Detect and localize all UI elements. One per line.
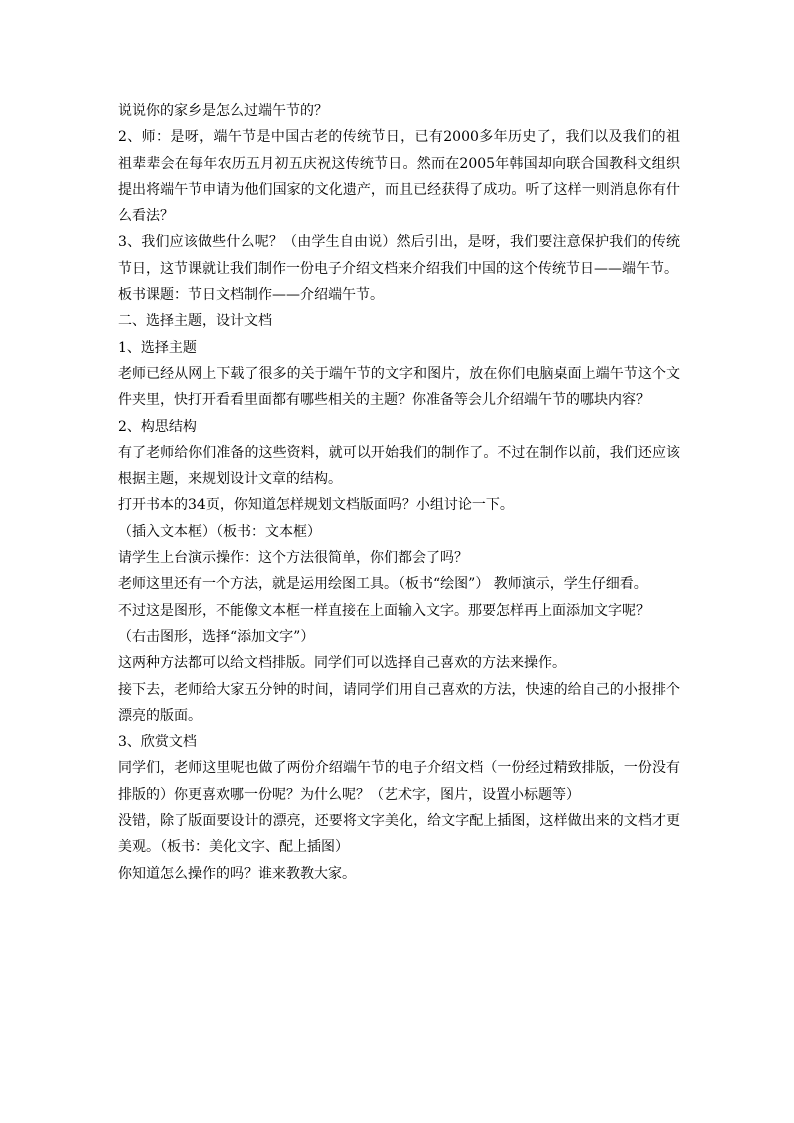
paragraph-shape-text: 不过这是图形，不能像文本框一样直接在上面输入文字。那要怎样再上面添加文字呢？ (118, 602, 650, 619)
paragraph-structure: 有了老师给你们准备的这些资料，就可以开始我们的制作了。不过在制作以前，我们还应该根据主题，来规划设计文章的结构。 (118, 444, 680, 488)
paragraph-two-methods: 这两种方法都可以给文档排版。同学们可以选择自己喜欢的方法来操作。 (118, 655, 566, 672)
paragraph-step-3: 3、我们应该做些什么呢？（由学生自由说）然后引出，是呀，我们要注意保护我们的传统节日，这节课就让我们制作一份电子介绍文档来介绍我们中国的这个传统节日——端午节。 (118, 234, 680, 277)
section-heading-2: 二、选择主题，设计文档 (118, 313, 272, 330)
paragraph-five-minutes: 接下去，老师给大家五分钟的时间，请同学们用自己喜欢的方法，快速的给自己的小报排个漂亮的版面。 (118, 681, 680, 724)
paragraph-closing-question: 你知道怎么操作的吗？谁来教教大家。 (118, 865, 356, 882)
paragraph-book-page: 打开书本的34页，你知道怎样规划文档版面吗？小组讨论一下。 (118, 497, 514, 514)
paragraph-textbox: （插入文本框）（板书：文本框） (118, 523, 321, 540)
subheading-structure: 2、构思结构 (118, 418, 197, 435)
paragraph-drawing-tool: 老师这里还有一个方法，就是运用绘图工具。（板书“绘图”） 教师演示，学生仔细看。 (118, 576, 648, 593)
paragraph-demo: 请学生上台演示操作：这个方法很简单，你们都会了吗？ (118, 550, 468, 567)
subheading-choose-theme: 1、选择主题 (118, 339, 197, 356)
paragraph-compare-docs: 同学们，老师这里呢也做了两份介绍端午节的电子介绍文档（一份经过精致排版，一份没有排版的）你更喜欢哪一份呢？为什么呢？（艺术字，图片，设置小标题等） (118, 760, 680, 803)
document-body (118, 98, 680, 887)
paragraph-materials: 老师已经从网上下载了很多的关于端午节的文字和图片，放在你们电脑桌面上端午节这个文件夹里，快打开看看里面都有哪些相关的主题？你准备等会儿介绍端午节的哪块内容？ (118, 365, 680, 409)
paragraph-intro-question: 说说你的家乡是怎么过端午节的？ (118, 103, 328, 119)
paragraph-right-click: （右击图形，选择“添加文字”） (118, 628, 315, 645)
paragraph-board-title: 板书课题：节日文档制作——介绍端午节。 (118, 287, 384, 304)
paragraph-beautify: 没错，除了版面要设计的漂亮，还要将文字美化，给文字配上插图，这样做出来的文档才更美观。（板书：美化文字、配上插图） (118, 813, 680, 856)
subheading-appreciate: 3、欣赏文档 (118, 734, 197, 751)
paragraph-step-2: 2、师：是呀，端午节是中国古老的传统节日，已有2000多年历史了，我们以及我们的祖祖辈辈会在每年农历五月初五庆祝这传统节日。然而在2005年韩国却向联合国教科文组织提出将端午节申请为他们国家的文化遗产，而且已经获得了成功。听了这样一则消息你有什么看法？ (118, 129, 680, 225)
